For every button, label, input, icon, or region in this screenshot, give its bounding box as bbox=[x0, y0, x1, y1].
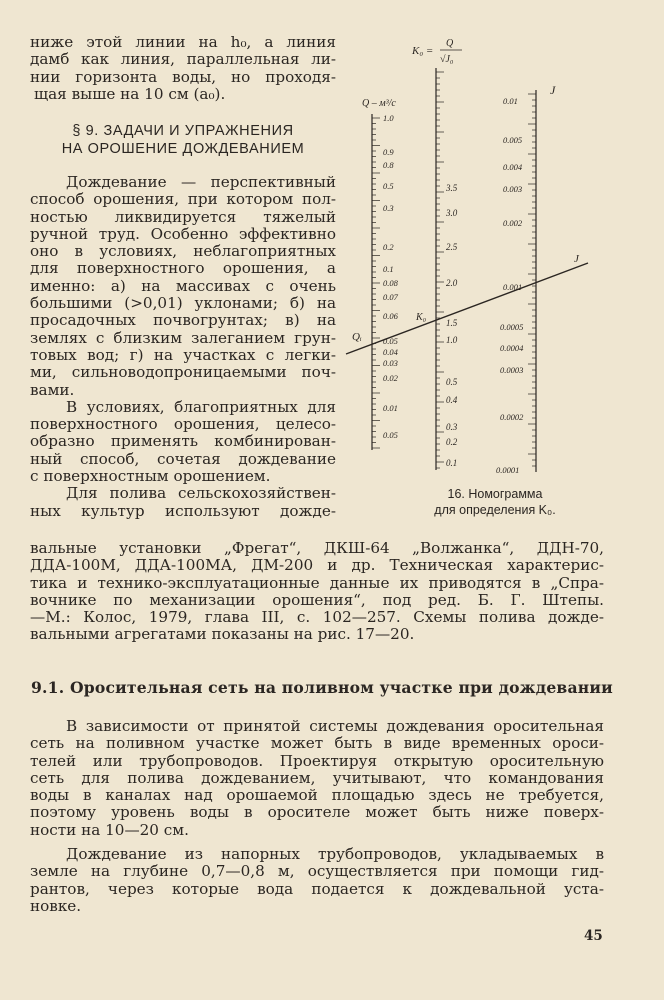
text-line: дамб как линия, параллельная ли- bbox=[30, 50, 336, 69]
text-line: телей или трубопроводов. Проектируя открытую оросительную bbox=[30, 751, 604, 770]
text-line: способ орошения, при котором пол- bbox=[30, 190, 336, 209]
tick-label: 3.0 bbox=[446, 208, 458, 218]
axis-k-label-num: Q bbox=[446, 38, 454, 49]
tick-label: 0.05 bbox=[383, 430, 398, 440]
text-line: вами. bbox=[30, 380, 75, 399]
text-line: земле на глубине 0,7—0,8 м, осуществляется при помощи гид- bbox=[30, 862, 604, 881]
tick-label: 0.01 bbox=[503, 96, 518, 106]
axis-j-label: J bbox=[550, 83, 556, 97]
text-line: большими (>0,01) уклонами; б) на bbox=[30, 294, 336, 313]
text-line: —М.: Колос, 1979, глава III, с. 102—257. Схемы полива дожде- bbox=[30, 608, 604, 627]
tick-label: 0.003 bbox=[503, 184, 523, 194]
caption-line-1: 16. Номограмма bbox=[447, 487, 543, 501]
tick-label: 0.2 bbox=[383, 242, 394, 252]
tick-label: 0.01 bbox=[383, 403, 398, 413]
text-line: ности на 10—20 см. bbox=[30, 820, 189, 839]
text-line: ручной труд. Особенно эффективно bbox=[30, 224, 336, 243]
tick-label: 0.1 bbox=[446, 458, 458, 468]
section-heading bbox=[30, 122, 336, 158]
text-line: нии горизонта воды, но проходя- bbox=[30, 67, 336, 86]
text-line: тика и технико-эксплуатационные данные их приводятся в „Спра- bbox=[30, 573, 604, 592]
tick-label: 0.04 bbox=[383, 347, 398, 357]
tick-label: 0.5 bbox=[383, 181, 394, 191]
tick-label: 0.05 bbox=[383, 336, 398, 346]
tick-label: 0.8 bbox=[383, 160, 394, 170]
text-line: Дождевание из напорных трубопроводов, укладываемых в bbox=[66, 845, 604, 863]
tick-label: 1.5 bbox=[446, 318, 458, 328]
text-line: с поверхностным орошением. bbox=[30, 467, 271, 486]
subsection-title: 9.1. Оросительная сеть на поливном участке при дождевании bbox=[31, 678, 613, 697]
tick-label: 1.0 bbox=[446, 335, 458, 345]
full-width-text bbox=[30, 540, 604, 644]
tick-label: 0.3 bbox=[446, 422, 458, 432]
tick-label: 0.9 bbox=[383, 147, 394, 157]
tick-label: 0.08 bbox=[383, 278, 398, 288]
text-line: новке. bbox=[30, 896, 82, 915]
tick-label: 0.07 bbox=[383, 292, 398, 302]
left-column-text bbox=[30, 174, 336, 520]
text-line: Для полива сельскохозяйствен- bbox=[66, 484, 336, 503]
tick-label: 0.004 bbox=[503, 162, 523, 172]
text-line: вочнике по механизации орошения“, под ред. Б. Г. Штепы. bbox=[30, 590, 604, 609]
tick-label: 0.005 bbox=[503, 135, 523, 145]
text-line: именно: а) на массивах с очень bbox=[30, 276, 336, 295]
top-paragraph bbox=[30, 34, 336, 103]
tick-label: 2.5 bbox=[446, 242, 458, 252]
tick-label: 0.0002 bbox=[500, 412, 524, 422]
axis-q-label: Q – м³/с bbox=[362, 98, 396, 109]
left-point-label: Qᵢ bbox=[352, 331, 362, 343]
tick-label: 0.0005 bbox=[500, 322, 524, 332]
text-line: ностью ликвидируется тяжелый bbox=[30, 207, 336, 226]
text-line: вальными агрегатами показаны на рис. 17—20. bbox=[30, 625, 415, 644]
tick-label: 1.0 bbox=[383, 113, 394, 123]
text-line: ный способ, сочетая дождевание bbox=[30, 449, 336, 468]
text-line: ДДА-100М, ДДА-100МА, ДМ-200 и др. Техническая характерис- bbox=[30, 556, 604, 575]
text-line: щая выше на 10 см (a₀). bbox=[34, 84, 226, 103]
tick-label: 0.001 bbox=[503, 282, 523, 292]
tick-label: 3.5 bbox=[446, 183, 458, 193]
text-line: сеть для полива дождеванием, учитывают, что командования bbox=[30, 768, 604, 787]
tick-label: 2.0 bbox=[446, 278, 458, 288]
scale-k-labels bbox=[445, 183, 458, 468]
tick-label: 0.3 bbox=[383, 203, 394, 213]
section-title-line-2: НА ОРОШЕНИЕ ДОЖДЕВАНИЕМ bbox=[61, 141, 305, 157]
mid-point-label: K₀ bbox=[416, 312, 427, 323]
text-line: ниже этой линии на h₀, а линия bbox=[30, 33, 336, 51]
page-number: 45 bbox=[584, 928, 603, 944]
text-line: поверхностного орошения, целесо- bbox=[30, 415, 336, 434]
tick-label: 0.5 bbox=[446, 377, 458, 387]
text-line: землях с близким залеганием грун- bbox=[30, 328, 336, 347]
text-line: оно в условиях, неблагоприятных bbox=[30, 242, 336, 261]
text-line: сеть на поливном участке может быть в виде временных ороси- bbox=[30, 734, 604, 753]
caption-line-2: для определения K₀. bbox=[434, 503, 556, 517]
section-title-line-1: § 9. ЗАДАЧИ И УПРАЖНЕНИЯ bbox=[72, 123, 294, 139]
paragraph bbox=[30, 846, 604, 915]
text-line: ми, сильноводопроницаемыми поч- bbox=[30, 363, 336, 382]
tick-label: 0.0003 bbox=[500, 365, 524, 375]
text-line: В зависимости от принятой системы дождевания оросительная bbox=[66, 717, 604, 735]
axis-k-label-den: √J₀ bbox=[440, 54, 454, 65]
tick-label: 0.002 bbox=[503, 218, 523, 228]
text-line: В условиях, благоприятных для bbox=[66, 397, 336, 416]
text-line: образно применять комбинирован- bbox=[30, 432, 336, 451]
text-line: вальные установки „Фрегат“, ДКШ-64 „Волжанка“, ДДН-70, bbox=[30, 539, 604, 557]
paragraph bbox=[30, 718, 604, 839]
scale-j-labels bbox=[496, 96, 524, 475]
text-line: Дождевание — перспективный bbox=[66, 173, 336, 191]
tick-label: 0.06 bbox=[383, 311, 398, 321]
text-line: просадочных почвогрунтах; в) на bbox=[30, 311, 336, 330]
figure-caption bbox=[400, 486, 590, 518]
text-line: ных культур используют дожде- bbox=[30, 501, 336, 520]
text-line: для поверхностного орошения, а bbox=[30, 259, 336, 278]
tick-label: 0.03 bbox=[383, 358, 398, 368]
right-point-label: J bbox=[574, 253, 579, 265]
nomogram-figure bbox=[340, 28, 600, 490]
tick-label: 0.2 bbox=[446, 437, 458, 447]
text-line: воды в каналах над орошаемой площадью здесь не требуется, bbox=[30, 786, 604, 805]
axis-k-label: K₀ = bbox=[412, 45, 434, 57]
scale-q-labels bbox=[383, 113, 399, 440]
tick-label: 0.4 bbox=[446, 395, 458, 405]
tick-label: 0.02 bbox=[383, 373, 398, 383]
text-line: поэтому уровень воды в оросителе может быть ниже поверх- bbox=[30, 803, 604, 822]
text-line: рантов, через которые вода подается к дождевальной уста- bbox=[30, 879, 604, 898]
tick-label: 0.1 bbox=[383, 264, 394, 274]
text-line: товых вод; г) на участках с легки- bbox=[30, 345, 336, 364]
tick-label: 0.0001 bbox=[496, 465, 520, 475]
tick-label: 0.0004 bbox=[500, 343, 524, 353]
solution-line bbox=[346, 263, 588, 354]
